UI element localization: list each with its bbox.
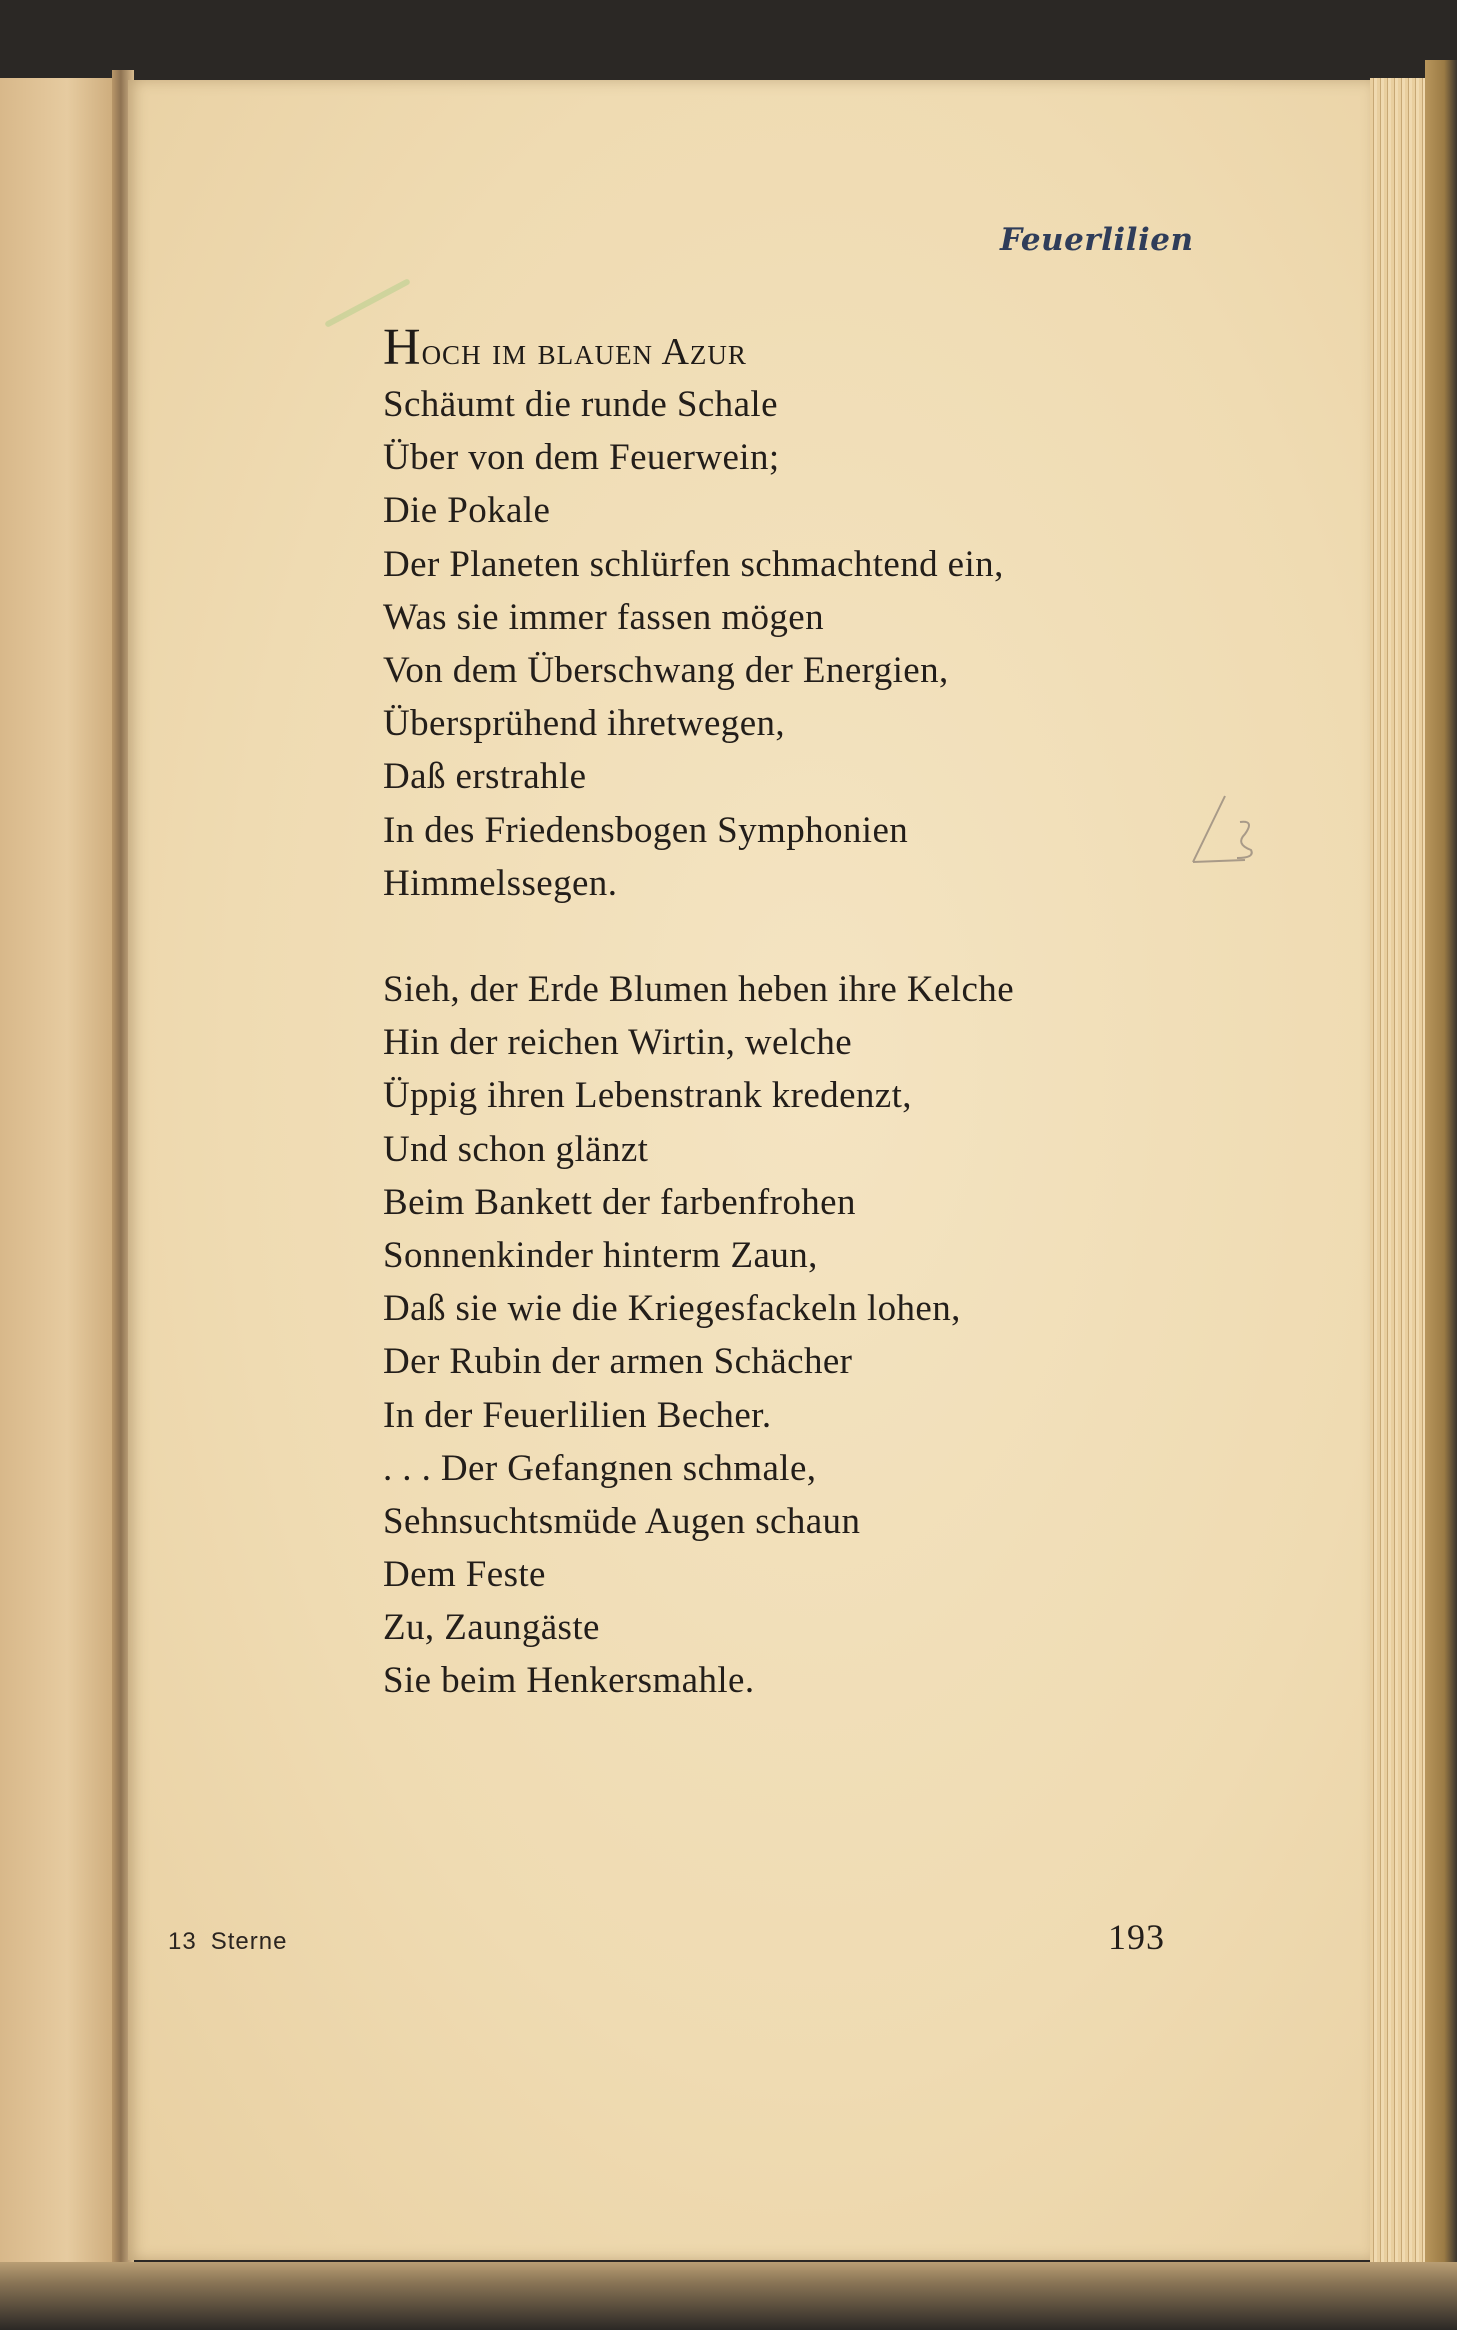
poem-line: Der Rubin der armen Schächer bbox=[383, 1341, 853, 1383]
poem-line: Zu, Zaungäste bbox=[383, 1607, 600, 1649]
poem-line: Sieh, der Erde Blumen heben ihre Kelche bbox=[383, 969, 1015, 1010]
poem-line: Schäumt die runde Schale bbox=[383, 384, 778, 425]
stanza-2 bbox=[383, 963, 1014, 1708]
printer-signature bbox=[168, 1928, 287, 1956]
poem-line: Daß sie wie die Kriegesfackeln lohen, bbox=[383, 1288, 961, 1330]
poem-line: Sehnsuchtsmüde Augen schaun bbox=[383, 1500, 861, 1542]
poem-line: In des Friedensbogen Symphonien bbox=[383, 809, 909, 851]
pencil-margin-note bbox=[1185, 792, 1263, 872]
poem-line: Übersprühend ihretwegen, bbox=[383, 703, 786, 745]
poem-line: Von dem Überschwang der Energien, bbox=[383, 649, 949, 691]
poem-line: Daß erstrahle bbox=[383, 756, 587, 798]
poem-line: Hin der reichen Wirtin, welche bbox=[383, 1022, 853, 1064]
poem-title-rest: och im blauen Azur bbox=[421, 331, 747, 373]
signature-number: 13 bbox=[168, 1928, 197, 1955]
poem-line: Über von dem Feuerwein; bbox=[383, 437, 780, 479]
poem-line: Die Pokale bbox=[383, 490, 551, 532]
poem-line: Beim Bankett der farbenfrohen bbox=[383, 1181, 856, 1223]
poem-title-initial: H bbox=[383, 319, 422, 376]
page-number: 193 bbox=[1108, 1917, 1165, 1957]
poem-line: Was sie immer fassen mögen bbox=[383, 596, 825, 638]
poem-line: Und schon glänzt bbox=[383, 1128, 649, 1170]
poem-line: Sie beim Henkersmahle. bbox=[383, 1660, 755, 1702]
signature-label: Sterne bbox=[210, 1928, 288, 1955]
poem-line: . . . Der Gefangnen schmale, bbox=[383, 1447, 817, 1489]
bottom-edge bbox=[0, 2262, 1457, 2330]
poem-line: Sonnenkinder hinterm Zaun, bbox=[383, 1234, 818, 1276]
poem-line: Der Planeten schlürfen schmachtend ein, bbox=[383, 543, 1004, 585]
poem-line: Üppig ihren Lebenstrank kredenzt, bbox=[383, 1075, 912, 1117]
cover-edge bbox=[1425, 60, 1457, 2295]
stanza-1 bbox=[383, 378, 1004, 910]
page-block-edges bbox=[1370, 78, 1425, 2273]
previous-page-edge bbox=[0, 78, 122, 2274]
poem-title bbox=[383, 318, 747, 377]
poem-line: Himmelssegen. bbox=[383, 862, 618, 904]
poem-line: Dem Feste bbox=[383, 1554, 546, 1596]
poem-line: In der Feuerlilien Becher. bbox=[383, 1394, 772, 1436]
running-head: Feuerlilien bbox=[1000, 222, 1194, 258]
